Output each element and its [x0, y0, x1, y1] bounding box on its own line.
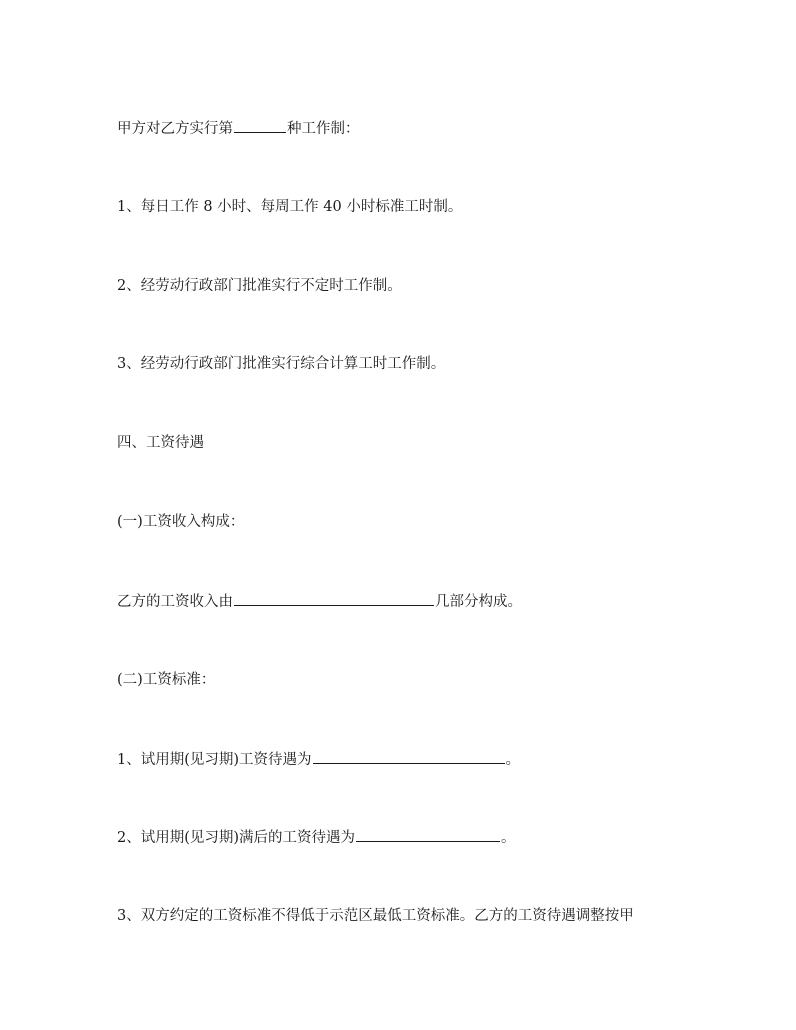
wage-composition-suffix: 几部分构成。 — [435, 594, 522, 610]
work-system-option-1: 1、每日工作 8 小时、每周工作 40 小时标准工时制。 — [117, 199, 463, 215]
work-system-intro-suffix: 种工作制： — [287, 121, 360, 137]
work-system-option-2: 2、经劳动行政部门批准实行不定时工作制。 — [117, 278, 402, 294]
probation-wage-text: 1、试用期(见习期)工资待遇为 — [117, 752, 312, 768]
post-probation-wage-blank — [356, 827, 500, 842]
work-system-intro — [117, 118, 360, 139]
work-system-option-3: 3、经劳动行政部门批准实行综合计算工时工作制。 — [117, 356, 446, 372]
post-probation-wage-clause — [117, 827, 516, 848]
post-probation-wage-suffix: 。 — [501, 830, 516, 846]
section-title-wages: 四、工资待遇 — [117, 435, 204, 451]
work-system-intro-text: 甲方对乙方实行第 — [117, 121, 233, 137]
probation-wage-suffix: 。 — [505, 752, 521, 768]
minimum-wage-clause: 3、双方约定的工资标准不得低于示范区最低工资标准。乙方的工资待遇调整按甲 — [117, 908, 634, 924]
wage-composition-text: 乙方的工资收入由 — [117, 594, 233, 610]
probation-wage-blank — [313, 749, 505, 764]
wage-composition-clause — [117, 591, 522, 612]
post-probation-wage-text: 2、试用期(见习期)满后的工资待遇为 — [117, 830, 356, 846]
probation-wage-clause — [117, 749, 520, 770]
work-system-blank — [234, 118, 286, 133]
wage-composition-blank — [234, 591, 434, 606]
wage-composition-heading: (一)工资收入构成： — [117, 514, 245, 530]
wage-standard-heading: (二)工资标准： — [117, 672, 216, 688]
